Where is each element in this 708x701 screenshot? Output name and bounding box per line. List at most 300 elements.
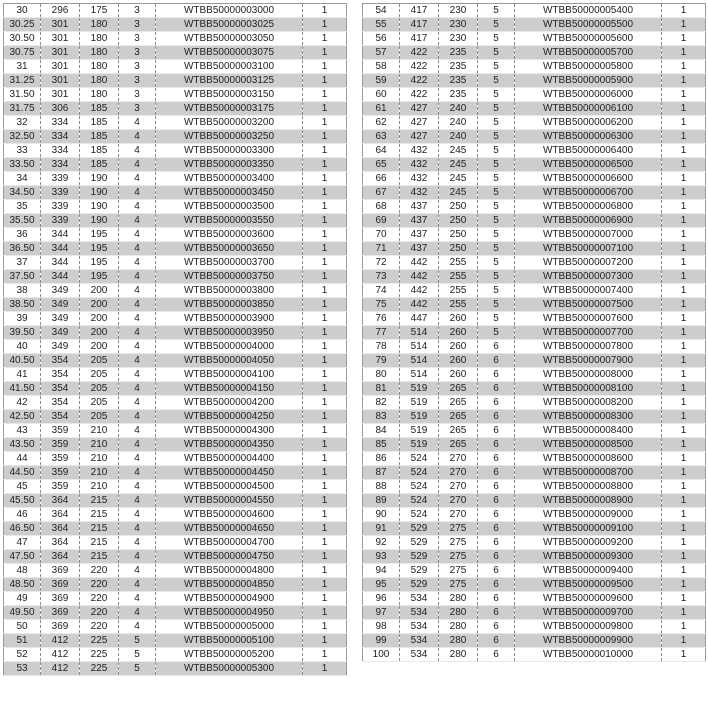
value-a-cell: 334 (41, 144, 80, 158)
group-cell: 6 (478, 368, 515, 382)
quantity-cell: 1 (303, 522, 347, 536)
table-row (363, 592, 706, 606)
value-a-cell: 301 (41, 18, 80, 32)
quantity-cell: 1 (662, 214, 706, 228)
quantity-cell: 1 (303, 200, 347, 214)
group-cell: 5 (119, 634, 156, 648)
size-cell: 42 (4, 396, 41, 410)
group-cell: 4 (119, 620, 156, 634)
size-cell: 37 (4, 256, 41, 270)
value-b-cell: 180 (80, 46, 119, 60)
size-cell: 94 (363, 564, 400, 578)
quantity-cell: 1 (303, 46, 347, 60)
group-cell: 6 (478, 424, 515, 438)
part-number-cell: WTBB50000009800 (515, 620, 662, 634)
part-number-cell: WTBB50000003100 (156, 60, 303, 74)
part-number-cell: WTBB50000008200 (515, 396, 662, 410)
value-b-cell: 255 (439, 270, 478, 284)
table-row (363, 88, 706, 102)
value-b-cell: 275 (439, 564, 478, 578)
part-number-cell: WTBB50000004450 (156, 466, 303, 480)
size-cell: 44.50 (4, 466, 41, 480)
table-row (4, 410, 347, 424)
group-cell: 3 (119, 74, 156, 88)
table-row (363, 74, 706, 88)
quantity-cell: 1 (662, 466, 706, 480)
part-number-cell: WTBB50000005500 (515, 18, 662, 32)
table-row (363, 326, 706, 340)
size-cell: 55 (363, 18, 400, 32)
quantity-cell: 1 (303, 214, 347, 228)
size-cell: 31 (4, 60, 41, 74)
value-a-cell: 417 (400, 4, 439, 18)
value-b-cell: 245 (439, 172, 478, 186)
group-cell: 5 (478, 46, 515, 60)
part-number-cell: WTBB50000007900 (515, 354, 662, 368)
value-a-cell: 432 (400, 172, 439, 186)
size-cell: 42.50 (4, 410, 41, 424)
value-b-cell: 255 (439, 256, 478, 270)
value-a-cell: 422 (400, 46, 439, 60)
value-b-cell: 230 (439, 4, 478, 18)
size-cell: 86 (363, 452, 400, 466)
quantity-cell: 1 (303, 592, 347, 606)
value-b-cell: 260 (439, 312, 478, 326)
quantity-cell: 1 (303, 480, 347, 494)
size-cell: 81 (363, 382, 400, 396)
table-row (4, 648, 347, 662)
part-number-cell: WTBB50000004000 (156, 340, 303, 354)
quantity-cell: 1 (303, 606, 347, 620)
quantity-cell: 1 (662, 32, 706, 46)
value-b-cell: 240 (439, 102, 478, 116)
part-number-cell: WTBB50000005000 (156, 620, 303, 634)
value-a-cell: 369 (41, 578, 80, 592)
quantity-cell: 1 (662, 480, 706, 494)
group-cell: 5 (478, 256, 515, 270)
part-number-cell: WTBB50000004650 (156, 522, 303, 536)
size-cell: 31.25 (4, 74, 41, 88)
size-cell: 46.50 (4, 522, 41, 536)
table-row (4, 102, 347, 116)
group-cell: 5 (478, 312, 515, 326)
quantity-cell: 1 (662, 522, 706, 536)
value-a-cell: 359 (41, 424, 80, 438)
table-row (363, 116, 706, 130)
table-row (363, 144, 706, 158)
part-number-cell: WTBB50000007300 (515, 270, 662, 284)
group-cell: 5 (478, 116, 515, 130)
value-a-cell: 437 (400, 242, 439, 256)
table-row (4, 508, 347, 522)
size-cell: 99 (363, 634, 400, 648)
part-number-cell: WTBB50000004850 (156, 578, 303, 592)
size-cell: 52 (4, 648, 41, 662)
quantity-cell: 1 (662, 634, 706, 648)
size-cell: 38.50 (4, 298, 41, 312)
quantity-cell: 1 (662, 592, 706, 606)
size-cell: 84 (363, 424, 400, 438)
value-a-cell: 422 (400, 74, 439, 88)
value-b-cell: 180 (80, 74, 119, 88)
group-cell: 5 (478, 326, 515, 340)
table-row (4, 298, 347, 312)
table-row (363, 452, 706, 466)
group-cell: 4 (119, 382, 156, 396)
group-cell: 6 (478, 354, 515, 368)
part-number-cell: WTBB50000003150 (156, 88, 303, 102)
value-b-cell: 260 (439, 326, 478, 340)
quantity-cell: 1 (662, 18, 706, 32)
quantity-cell: 1 (662, 354, 706, 368)
table-row (4, 116, 347, 130)
group-cell: 5 (478, 88, 515, 102)
size-cell: 61 (363, 102, 400, 116)
table-row (4, 158, 347, 172)
table-row (4, 130, 347, 144)
table-row (4, 424, 347, 438)
size-cell: 79 (363, 354, 400, 368)
part-number-cell: WTBB50000008300 (515, 410, 662, 424)
table-row (4, 200, 347, 214)
size-cell: 43.50 (4, 438, 41, 452)
size-cell: 83 (363, 410, 400, 424)
group-cell: 4 (119, 228, 156, 242)
value-a-cell: 427 (400, 102, 439, 116)
value-b-cell: 205 (80, 396, 119, 410)
quantity-cell: 1 (303, 242, 347, 256)
table-row (4, 4, 347, 18)
right-size-table (362, 3, 706, 662)
group-cell: 4 (119, 424, 156, 438)
value-a-cell: 344 (41, 270, 80, 284)
part-number-cell: WTBB50000006200 (515, 116, 662, 130)
value-a-cell: 354 (41, 354, 80, 368)
quantity-cell: 1 (662, 620, 706, 634)
part-number-cell: WTBB50000004700 (156, 536, 303, 550)
value-a-cell: 524 (400, 466, 439, 480)
value-a-cell: 514 (400, 368, 439, 382)
value-b-cell: 195 (80, 256, 119, 270)
group-cell: 5 (478, 298, 515, 312)
group-cell: 4 (119, 564, 156, 578)
value-a-cell: 301 (41, 32, 80, 46)
quantity-cell: 1 (662, 508, 706, 522)
table-row (363, 46, 706, 60)
part-number-cell: WTBB50000004600 (156, 508, 303, 522)
value-a-cell: 364 (41, 522, 80, 536)
group-cell: 4 (119, 396, 156, 410)
table-row (363, 536, 706, 550)
value-b-cell: 200 (80, 326, 119, 340)
quantity-cell: 1 (662, 438, 706, 452)
value-b-cell: 235 (439, 74, 478, 88)
group-cell: 5 (478, 158, 515, 172)
quantity-cell: 1 (662, 452, 706, 466)
size-cell: 47 (4, 536, 41, 550)
value-a-cell: 369 (41, 620, 80, 634)
table-row (4, 592, 347, 606)
value-a-cell: 519 (400, 396, 439, 410)
size-cell: 30 (4, 4, 41, 18)
size-cell: 45 (4, 480, 41, 494)
part-number-cell: WTBB50000004150 (156, 382, 303, 396)
table-row (363, 214, 706, 228)
value-a-cell: 306 (41, 102, 80, 116)
value-a-cell: 534 (400, 592, 439, 606)
part-number-cell: WTBB50000003500 (156, 200, 303, 214)
value-b-cell: 190 (80, 214, 119, 228)
quantity-cell: 1 (303, 298, 347, 312)
table-row (363, 438, 706, 452)
table-row (4, 620, 347, 634)
group-cell: 5 (478, 200, 515, 214)
value-b-cell: 225 (80, 634, 119, 648)
table-row (4, 312, 347, 326)
part-number-cell: WTBB50000007700 (515, 326, 662, 340)
value-b-cell: 260 (439, 354, 478, 368)
part-number-cell: WTBB50000008700 (515, 466, 662, 480)
size-cell: 85 (363, 438, 400, 452)
quantity-cell: 1 (662, 578, 706, 592)
size-cell: 75 (363, 298, 400, 312)
table-row (4, 214, 347, 228)
value-a-cell: 427 (400, 116, 439, 130)
value-b-cell: 185 (80, 102, 119, 116)
group-cell: 3 (119, 32, 156, 46)
value-a-cell: 354 (41, 368, 80, 382)
value-b-cell: 280 (439, 634, 478, 648)
table-row (363, 256, 706, 270)
quantity-cell: 1 (662, 74, 706, 88)
group-cell: 4 (119, 130, 156, 144)
group-cell: 5 (119, 662, 156, 676)
value-b-cell: 205 (80, 354, 119, 368)
group-cell: 6 (478, 634, 515, 648)
value-b-cell: 255 (439, 298, 478, 312)
group-cell: 4 (119, 158, 156, 172)
value-a-cell: 417 (400, 32, 439, 46)
part-number-cell: WTBB50000005800 (515, 60, 662, 74)
quantity-cell: 1 (303, 382, 347, 396)
quantity-cell: 1 (303, 368, 347, 382)
quantity-cell: 1 (303, 130, 347, 144)
size-cell: 98 (363, 620, 400, 634)
size-cell: 49.50 (4, 606, 41, 620)
part-number-cell: WTBB50000005900 (515, 74, 662, 88)
size-cell: 65 (363, 158, 400, 172)
table-row (363, 396, 706, 410)
quantity-cell: 1 (303, 32, 347, 46)
quantity-cell: 1 (662, 494, 706, 508)
group-cell: 4 (119, 466, 156, 480)
part-number-cell: WTBB50000004900 (156, 592, 303, 606)
part-number-cell: WTBB50000009400 (515, 564, 662, 578)
value-a-cell: 364 (41, 550, 80, 564)
part-number-cell: WTBB50000004500 (156, 480, 303, 494)
value-a-cell: 354 (41, 382, 80, 396)
quantity-cell: 1 (303, 340, 347, 354)
part-number-cell: WTBB50000008900 (515, 494, 662, 508)
table-row (363, 550, 706, 564)
group-cell: 4 (119, 186, 156, 200)
table-row (363, 186, 706, 200)
quantity-cell: 1 (303, 648, 347, 662)
value-b-cell: 275 (439, 550, 478, 564)
part-number-cell: WTBB50000007400 (515, 284, 662, 298)
table-row (363, 4, 706, 18)
table-row (363, 634, 706, 648)
value-b-cell: 225 (80, 648, 119, 662)
group-cell: 4 (119, 410, 156, 424)
value-a-cell: 354 (41, 396, 80, 410)
value-b-cell: 190 (80, 186, 119, 200)
value-a-cell: 344 (41, 242, 80, 256)
value-a-cell: 364 (41, 508, 80, 522)
value-a-cell: 339 (41, 214, 80, 228)
part-number-cell: WTBB50000003600 (156, 228, 303, 242)
group-cell: 4 (119, 242, 156, 256)
size-cell: 97 (363, 606, 400, 620)
value-a-cell: 369 (41, 606, 80, 620)
part-number-cell: WTBB50000005700 (515, 46, 662, 60)
value-b-cell: 185 (80, 116, 119, 130)
part-number-cell: WTBB50000008800 (515, 480, 662, 494)
value-a-cell: 529 (400, 564, 439, 578)
part-number-cell: WTBB50000003650 (156, 242, 303, 256)
group-cell: 4 (119, 298, 156, 312)
group-cell: 4 (119, 312, 156, 326)
group-cell: 6 (478, 340, 515, 354)
group-cell: 4 (119, 144, 156, 158)
part-number-cell: WTBB50000006300 (515, 130, 662, 144)
part-number-cell: WTBB50000009600 (515, 592, 662, 606)
value-b-cell: 215 (80, 550, 119, 564)
part-number-cell: WTBB50000004250 (156, 410, 303, 424)
part-number-cell: WTBB50000009000 (515, 508, 662, 522)
group-cell: 6 (478, 550, 515, 564)
value-a-cell: 442 (400, 298, 439, 312)
quantity-cell: 1 (303, 452, 347, 466)
value-a-cell: 412 (41, 634, 80, 648)
part-number-cell: WTBB50000003550 (156, 214, 303, 228)
group-cell: 5 (478, 284, 515, 298)
size-cell: 30.25 (4, 18, 41, 32)
table-row (4, 172, 347, 186)
table-row (4, 578, 347, 592)
quantity-cell: 1 (303, 158, 347, 172)
value-b-cell: 215 (80, 494, 119, 508)
value-b-cell: 215 (80, 536, 119, 550)
left-size-table (3, 3, 347, 676)
size-cell: 31.75 (4, 102, 41, 116)
value-a-cell: 514 (400, 326, 439, 340)
value-a-cell: 534 (400, 648, 439, 662)
part-number-cell: WTBB50000003350 (156, 158, 303, 172)
table-row (363, 368, 706, 382)
group-cell: 5 (478, 186, 515, 200)
group-cell: 5 (478, 242, 515, 256)
quantity-cell: 1 (303, 172, 347, 186)
group-cell: 6 (478, 438, 515, 452)
table-row (4, 536, 347, 550)
quantity-cell: 1 (303, 536, 347, 550)
size-cell: 33.50 (4, 158, 41, 172)
value-a-cell: 534 (400, 634, 439, 648)
value-a-cell: 364 (41, 494, 80, 508)
table-row (4, 144, 347, 158)
quantity-cell: 1 (303, 88, 347, 102)
group-cell: 5 (478, 32, 515, 46)
table-row (4, 18, 347, 32)
quantity-cell: 1 (662, 536, 706, 550)
value-a-cell: 359 (41, 438, 80, 452)
size-cell: 54 (363, 4, 400, 18)
quantity-cell: 1 (662, 144, 706, 158)
value-a-cell: 442 (400, 256, 439, 270)
size-cell: 91 (363, 522, 400, 536)
group-cell: 6 (478, 564, 515, 578)
part-number-cell: WTBB50000005200 (156, 648, 303, 662)
quantity-cell: 1 (662, 606, 706, 620)
value-a-cell: 422 (400, 60, 439, 74)
value-b-cell: 185 (80, 144, 119, 158)
size-cell: 100 (363, 648, 400, 662)
table-row (4, 186, 347, 200)
quantity-cell: 1 (662, 172, 706, 186)
size-cell: 39 (4, 312, 41, 326)
table-row (4, 88, 347, 102)
quantity-cell: 1 (303, 620, 347, 634)
value-a-cell: 369 (41, 592, 80, 606)
value-b-cell: 180 (80, 88, 119, 102)
group-cell: 6 (478, 592, 515, 606)
size-cell: 95 (363, 578, 400, 592)
group-cell: 3 (119, 4, 156, 18)
value-b-cell: 250 (439, 242, 478, 256)
value-b-cell: 175 (80, 4, 119, 18)
value-b-cell: 185 (80, 158, 119, 172)
quantity-cell: 1 (303, 60, 347, 74)
value-a-cell: 534 (400, 620, 439, 634)
value-b-cell: 200 (80, 284, 119, 298)
value-a-cell: 519 (400, 438, 439, 452)
part-number-cell: WTBB50000006800 (515, 200, 662, 214)
quantity-cell: 1 (662, 284, 706, 298)
value-a-cell: 422 (400, 88, 439, 102)
size-cell: 50 (4, 620, 41, 634)
size-cell: 30.50 (4, 32, 41, 46)
part-number-cell: WTBB50000009200 (515, 536, 662, 550)
value-a-cell: 349 (41, 284, 80, 298)
table-row (363, 606, 706, 620)
size-cell: 32 (4, 116, 41, 130)
part-number-cell: WTBB50000008000 (515, 368, 662, 382)
table-row (4, 606, 347, 620)
value-b-cell: 210 (80, 424, 119, 438)
value-a-cell: 339 (41, 186, 80, 200)
size-cell: 58 (363, 60, 400, 74)
size-cell: 60 (363, 88, 400, 102)
table-row (4, 382, 347, 396)
part-number-cell: WTBB50000007100 (515, 242, 662, 256)
table-row (363, 522, 706, 536)
value-a-cell: 524 (400, 508, 439, 522)
value-a-cell: 529 (400, 522, 439, 536)
table-row (363, 242, 706, 256)
value-b-cell: 280 (439, 648, 478, 662)
table-row (363, 172, 706, 186)
